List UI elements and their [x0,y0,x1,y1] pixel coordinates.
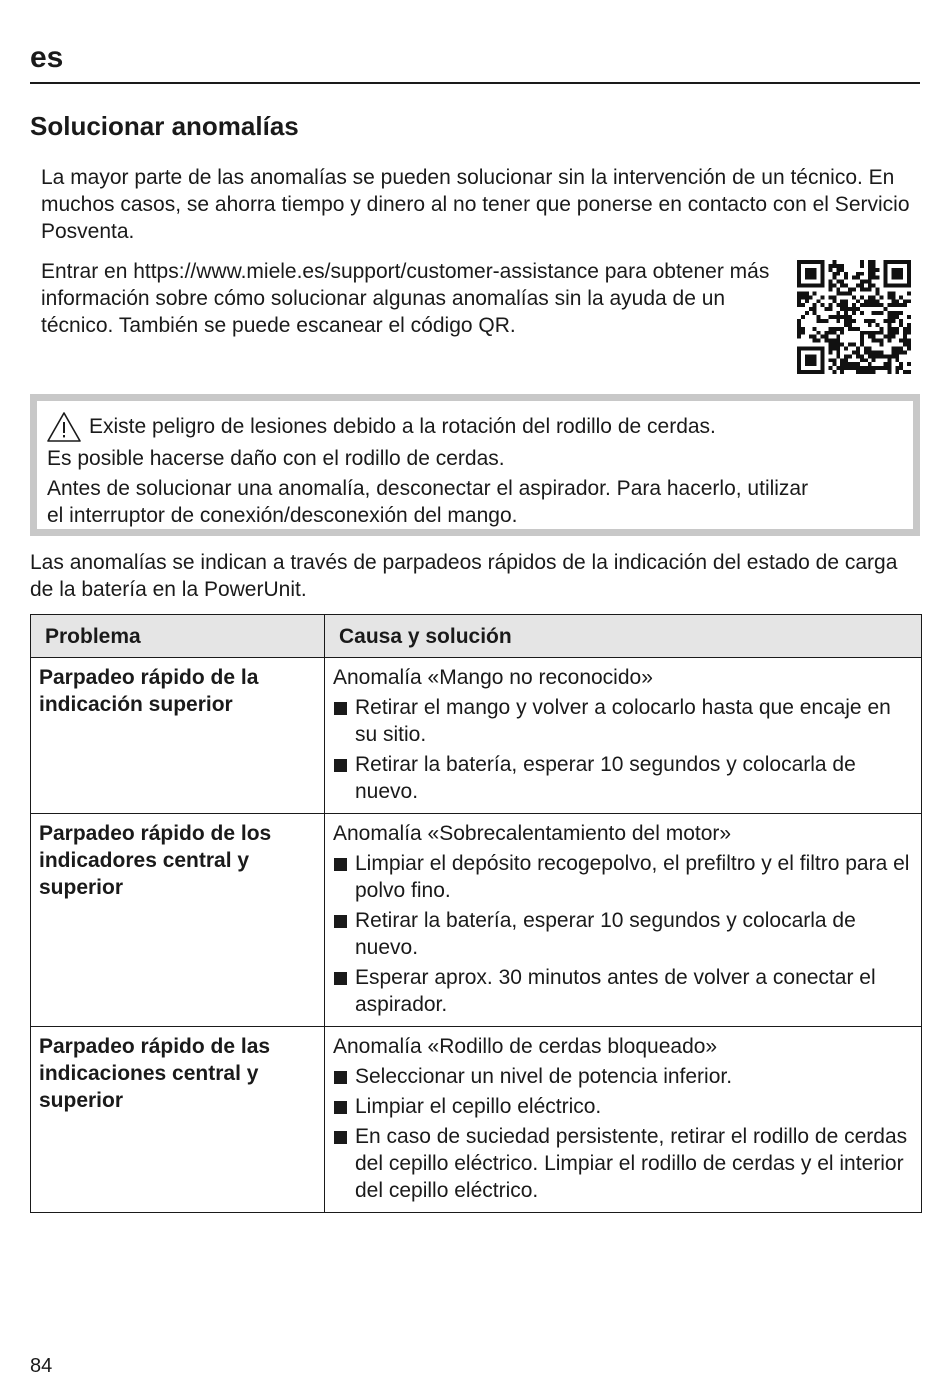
solution-item [333,850,913,904]
solution-item [333,1093,913,1120]
qr-code-icon[interactable] [797,260,911,374]
solution-item [333,1123,913,1204]
solution-text: Limpiar el depósito recogepolvo, el prefiltro y el filtro para el polvo fino. [355,852,910,902]
solution-text: Retirar la batería, esperar 10 segundos y colocarla de nuevo. [355,909,856,959]
solution-text: Retirar la batería, esperar 10 segundos y colocarla de nuevo. [355,753,856,803]
bullet-square-icon [334,1131,347,1144]
column-header-problem: Problema [31,615,325,658]
solution-item [333,1063,913,1090]
solution-text: Limpiar el cepillo eléctrico. [355,1095,602,1118]
solution-cell [325,1027,922,1213]
table-header-row [31,615,922,658]
section-title: Solucionar anomalías [30,111,299,141]
table-row [31,658,922,814]
bullet-square-icon [334,1101,347,1114]
solution-item [333,694,913,748]
bullet-square-icon [334,858,347,871]
troubleshooting-table [30,614,922,1213]
solution-cell [325,814,922,1027]
problem-cell: Parpadeo rápido de la indicación superior [31,658,325,814]
solution-item [333,751,913,805]
warning-text: Es posible hacerse daño con el rodillo de cerdas. [47,447,505,470]
page-number: 84 [30,1355,53,1377]
indicator-paragraph: Las anomalías se indican a través de parpadeos rápidos de la indicación del estado de carga de la batería en la PowerUnit. [30,551,898,601]
header-divider [30,82,920,84]
solution-text: En caso de suciedad persistente, retirar el rodillo de cerdas del cepillo eléctrico. Limpiar el rodillo de cerdas y el interior del cepillo eléctrico. [355,1125,908,1202]
problem-cell: Parpadeo rápido de las indicaciones central y superior [31,1027,325,1213]
intro-paragraph: La mayor parte de las anomalías se pueden solucionar sin la intervención de un técnico. En muchos casos, se ahorra tiempo y dinero al no tener que ponerse en contacto con el Servicio Posventa. [41,166,910,243]
bullet-square-icon [334,702,347,715]
solution-cell [325,658,922,814]
warning-text: el interruptor de conexión/desconexión del mango. [47,504,518,527]
cause-text: Anomalía «Mango no reconocido» [333,666,653,689]
bullet-square-icon [334,759,347,772]
support-paragraph: Entrar en https://www.miele.es/support/customer-assistance para obtener más información sobre cómo solucionar algunas anomalías sin la ayuda de un técnico. También se puede escanear el código QR. [41,260,770,337]
solution-text: Seleccionar un nivel de potencia inferior. [355,1065,733,1088]
language-code: es [30,41,64,74]
warning-box [30,394,920,536]
cause-text: Anomalía «Rodillo de cerdas bloqueado» [333,1035,718,1058]
cause-text: Anomalía «Sobrecalentamiento del motor» [333,822,732,845]
problem-cell: Parpadeo rápido de los indicadores central y superior [31,814,325,1027]
warning-triangle-icon [46,411,82,443]
bullet-square-icon [334,915,347,928]
bullet-square-icon [334,1071,347,1084]
warning-text: Antes de solucionar una anomalía, desconectar el aspirador. Para hacerlo, utilizar [47,477,809,500]
warning-heading: Existe peligro de lesiones debido a la rotación del rodillo de cerdas. [89,415,716,438]
table-row [31,814,922,1027]
bullet-square-icon [334,972,347,985]
solution-item [333,907,913,961]
column-header-cause: Causa y solución [325,615,922,658]
solution-item [333,964,913,1018]
solution-text: Esperar aprox. 30 minutos antes de volver a conectar el aspirador. [355,966,876,1016]
table-row [31,1027,922,1213]
solution-text: Retirar el mango y volver a colocarlo hasta que encaje en su sitio. [355,696,891,746]
